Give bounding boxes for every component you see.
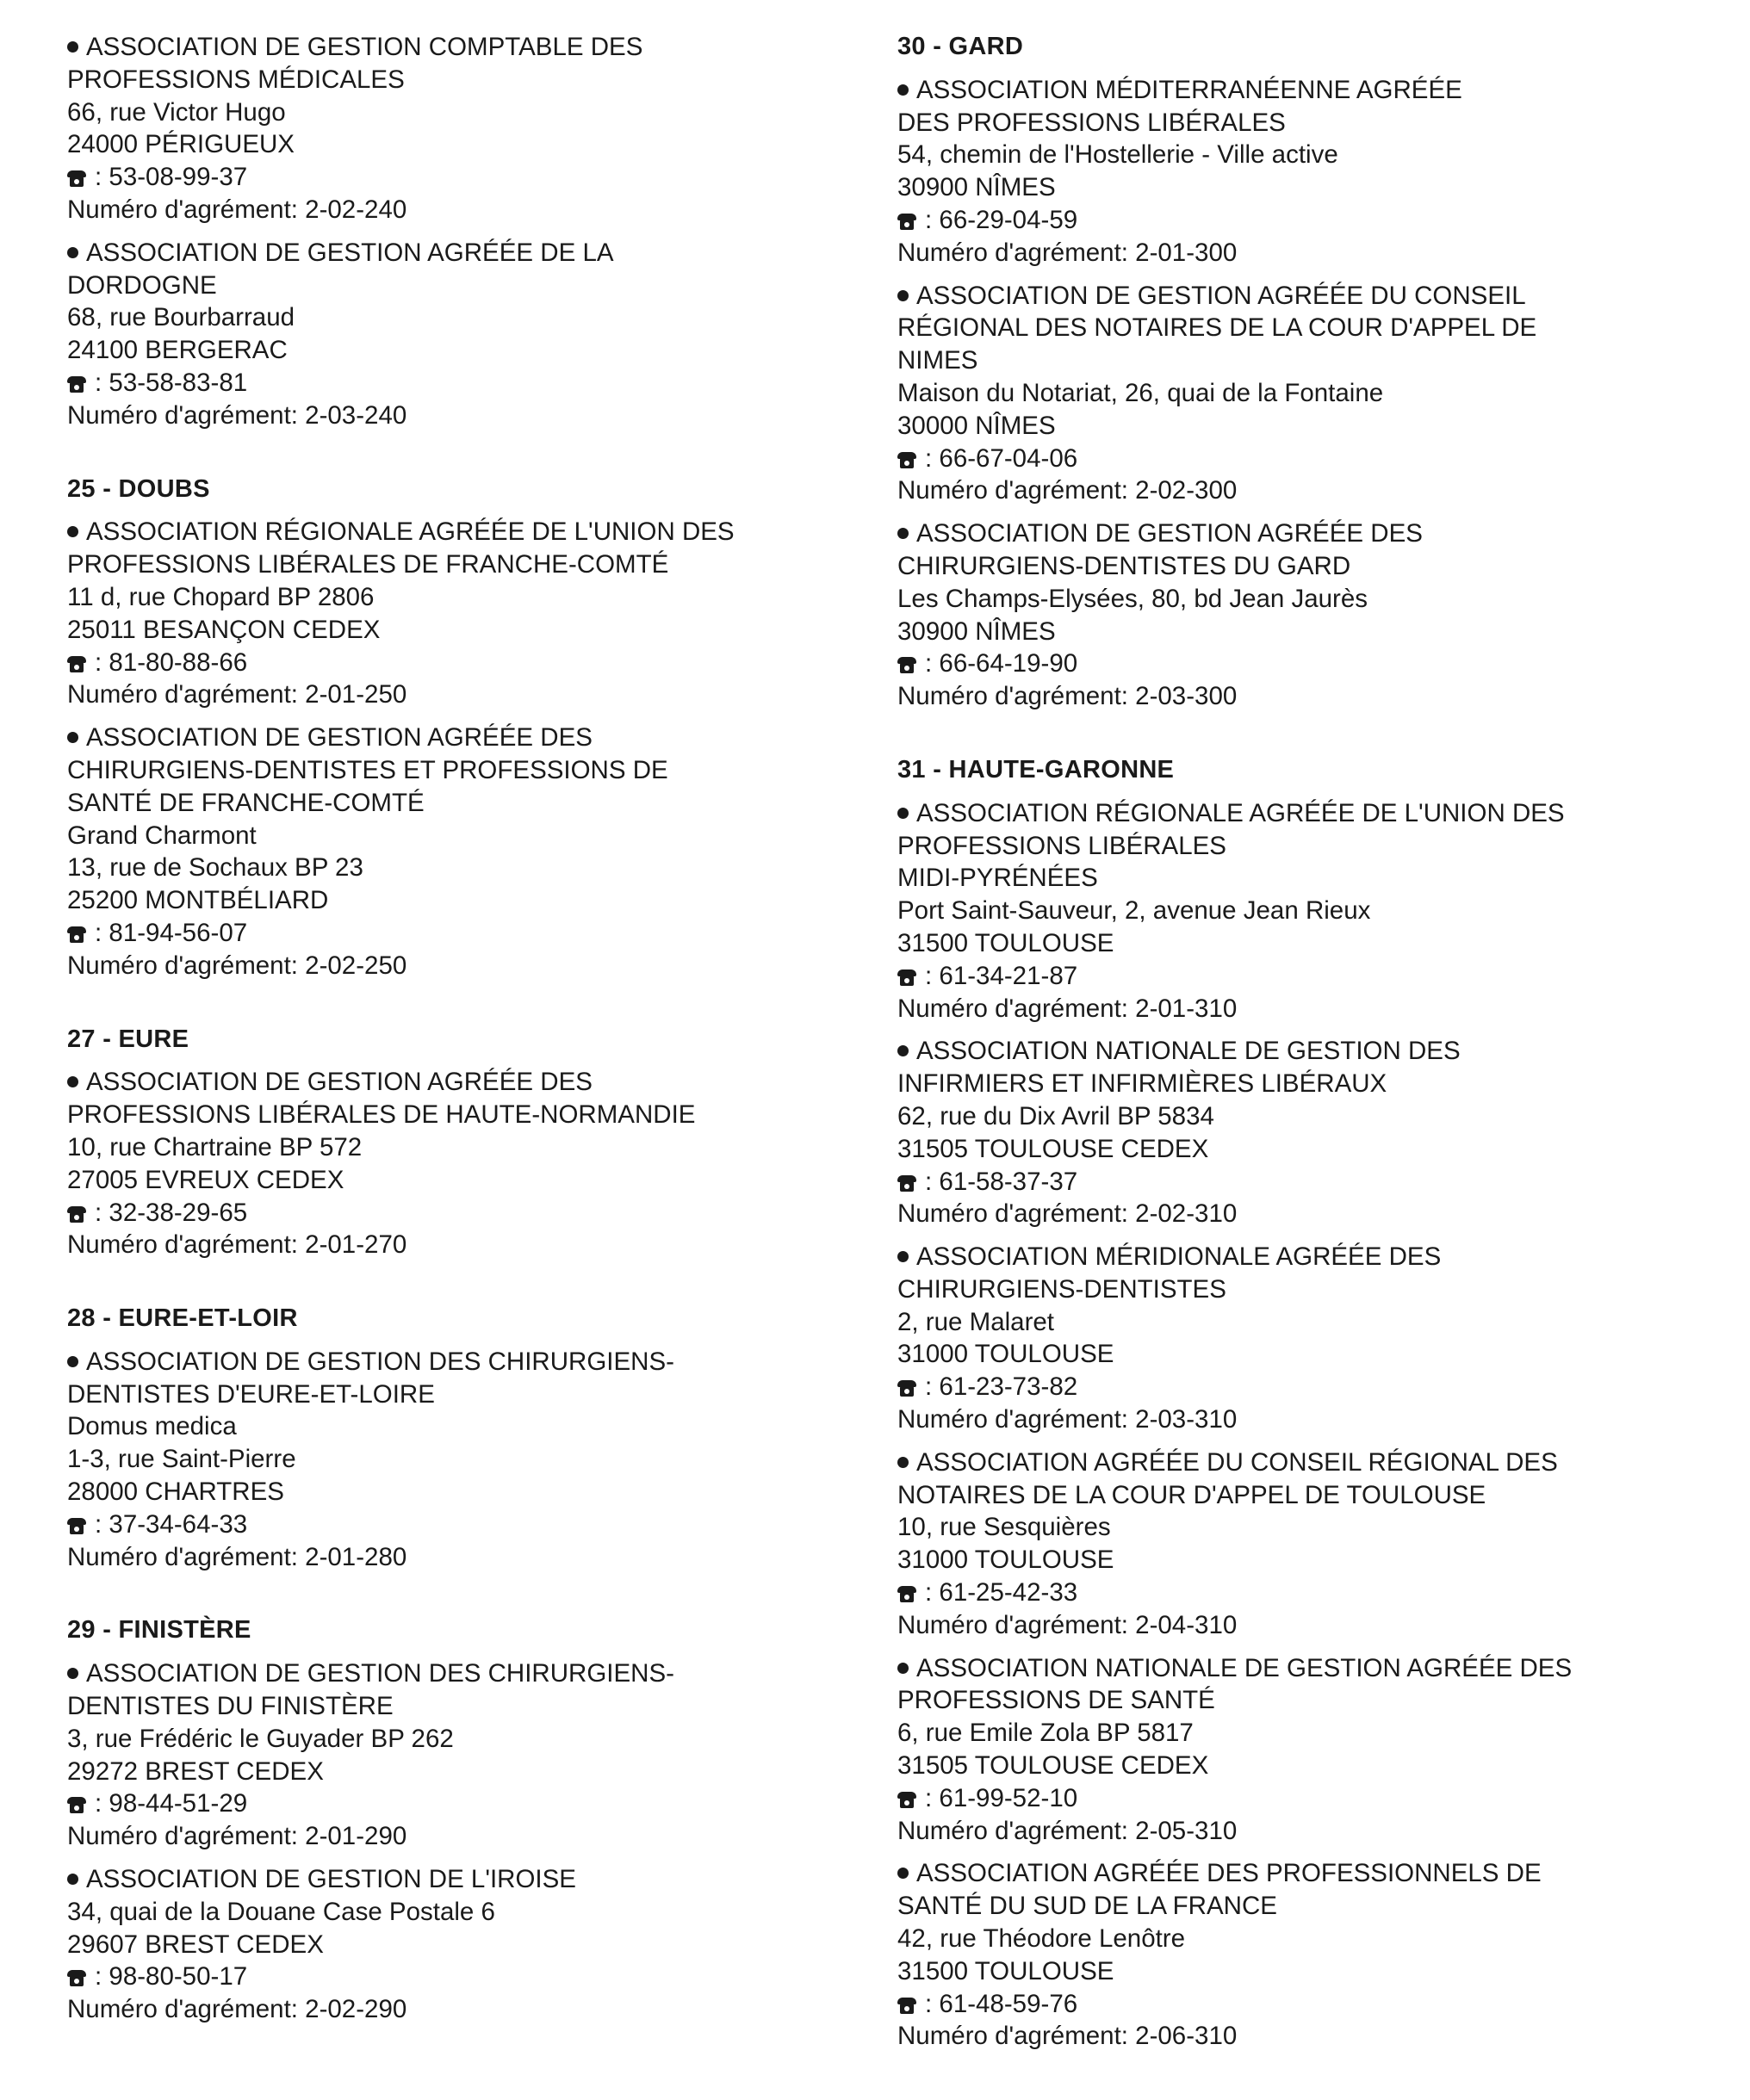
association-name-line: [897, 1684, 1707, 1717]
bullet-icon: [897, 84, 909, 96]
association-name-text: ASSOCIATION AGRÉÉE DES PROFESSIONNELS DE: [916, 1859, 1542, 1888]
telephone-icon: [897, 657, 916, 673]
association-name-line: [67, 1346, 859, 1378]
phone-number: 61-23-73-82: [939, 1372, 1078, 1402]
phone-line: [67, 917, 859, 950]
address-line: Les Champs-Elysées, 80, bd Jean Jaurès: [897, 584, 1368, 613]
agrement-number: Numéro d'agrément: 2-01-310: [897, 994, 1238, 1023]
association-name-line: [897, 1068, 1707, 1100]
telephone-dial: [74, 935, 79, 940]
association-name-text: DORDOGNE: [67, 270, 217, 300]
left-column: [67, 31, 859, 2026]
department-section: [897, 31, 1707, 713]
phone-line: [67, 647, 859, 679]
phone-number: 66-67-04-06: [939, 443, 1078, 473]
agrement-number: Numéro d'agrément: 2-03-300: [897, 682, 1238, 711]
telephone-dial: [904, 2006, 909, 2011]
phone-line: [67, 1787, 859, 1820]
phone-line: [897, 1988, 1707, 2021]
association-entry: [67, 516, 859, 711]
association-entry: [67, 1066, 859, 1261]
right-column: [897, 31, 1707, 2053]
association-name-line: [897, 1890, 1707, 1923]
association-name-text: SANTÉ DU SUD DE LA FRANCE: [897, 1892, 1277, 1921]
phone-separator: :: [95, 1509, 109, 1539]
address-line: 31505 TOULOUSE CEDEX: [897, 1751, 1209, 1781]
bullet-icon: [897, 1868, 909, 1879]
phone-separator: :: [925, 1167, 940, 1196]
association-name-text: MIDI-PYRÉNÉES: [897, 864, 1098, 893]
address-line: 31000 TOULOUSE: [897, 1546, 1114, 1575]
telephone-icon: [67, 170, 86, 187]
phone-number: 61-48-59-76: [939, 1989, 1078, 2018]
phone-separator: :: [925, 1783, 940, 1812]
address-line: 62, rue du Dix Avril BP 5834: [897, 1101, 1214, 1131]
phone-line: [67, 1197, 859, 1230]
telephone-dial: [74, 1527, 79, 1532]
association-name-text: ASSOCIATION DE GESTION AGRÉÉE DU CONSEIL: [916, 281, 1526, 310]
association-name-line: [67, 1378, 859, 1411]
bullet-icon: [897, 1045, 909, 1056]
telephone-icon: [897, 969, 916, 986]
association-name-text: ASSOCIATION DE GESTION AGRÉÉE DES: [86, 1068, 593, 1097]
address-line: 68, rue Bourbarraud: [67, 303, 295, 332]
association-name-line: [897, 107, 1707, 139]
phone-separator: :: [95, 1962, 109, 1992]
address-line: 27005 EVREUX CEDEX: [67, 1165, 344, 1194]
telephone-icon: [897, 452, 916, 468]
phone-number: 32-38-29-65: [109, 1198, 248, 1227]
address-line: 24000 PÉRIGUEUX: [67, 130, 295, 159]
association-name-line: [67, 787, 859, 820]
department-heading: 29 - FINISTÈRE: [67, 1616, 251, 1645]
address-line: 25200 MONTBÉLIARD: [67, 886, 329, 915]
association-name-line: [67, 722, 859, 754]
phone-number: 66-29-04-59: [939, 205, 1078, 234]
phone-separator: :: [95, 1198, 109, 1227]
association-entry: [897, 797, 1707, 1025]
phone-number: 66-64-19-90: [939, 649, 1078, 678]
bullet-icon: [897, 1251, 909, 1262]
bullet-icon: [67, 526, 78, 537]
telephone-dial: [904, 1800, 909, 1806]
association-entry: [897, 1652, 1707, 1848]
bullet-icon: [67, 1076, 78, 1087]
phone-separator: :: [95, 647, 109, 677]
phone-number: 37-34-64-33: [109, 1509, 248, 1539]
telephone-dial: [904, 222, 909, 227]
address-line: 10, rue Chartraine BP 572: [67, 1132, 363, 1162]
association-entry: [897, 280, 1707, 508]
bullet-icon: [897, 1457, 909, 1468]
address-line: 30900 NÎMES: [897, 173, 1056, 202]
telephone-dial: [904, 461, 909, 466]
address-line: 31500 TOULOUSE: [897, 1956, 1114, 1985]
address-line: 24100 BERGERAC: [67, 336, 288, 365]
agrement-number: Numéro d'agrément: 2-02-250: [67, 951, 407, 980]
association-entry: [67, 237, 859, 432]
address-line: 30900 NÎMES: [897, 616, 1056, 646]
address-line: Port Saint-Sauveur, 2, avenue Jean Rieux: [897, 896, 1371, 926]
association-name-line: [897, 1241, 1707, 1273]
phone-separator: :: [925, 649, 940, 678]
phone-number: 61-99-52-10: [939, 1783, 1078, 1812]
association-entry: [67, 1346, 859, 1574]
association-name-line: [67, 1863, 859, 1896]
phone-line: [897, 1371, 1707, 1403]
bullet-icon: [67, 41, 78, 53]
association-name-text: PROFESSIONS LIBÉRALES DE HAUTE-NORMANDIE: [67, 1100, 696, 1130]
association-name-line: [897, 74, 1707, 107]
department-heading: 25 - DOUBS: [67, 474, 210, 503]
phone-number: 98-80-50-17: [109, 1962, 248, 1992]
telephone-icon: [897, 1792, 916, 1808]
association-name-line: [67, 1690, 859, 1723]
department-section: [67, 1303, 859, 1573]
phone-line: [897, 647, 1707, 680]
phone-line: [897, 443, 1707, 475]
address-line: 42, rue Théodore Lenôtre: [897, 1924, 1186, 1954]
association-name-line: [67, 1657, 859, 1690]
agrement-number: Numéro d'agrément: 2-01-270: [67, 1230, 407, 1260]
phone-separator: :: [925, 961, 940, 990]
phone-number: 81-80-88-66: [109, 647, 248, 677]
association-name-line: [67, 237, 859, 269]
association-entry: [67, 722, 859, 982]
association-name-text: ASSOCIATION MÉRIDIONALE AGRÉÉE DES: [916, 1242, 1442, 1272]
association-name-line: [67, 1066, 859, 1099]
telephone-icon: [897, 1380, 916, 1397]
association-name-line: [897, 797, 1707, 830]
association-name-line: [897, 280, 1707, 313]
phone-number: 81-94-56-07: [109, 918, 248, 947]
department-section: [67, 1614, 859, 2026]
association-entry: [897, 1446, 1707, 1642]
telephone-icon: [67, 376, 86, 393]
phone-line: [67, 161, 859, 194]
telephone-dial: [74, 665, 79, 670]
phone-number: 53-08-99-37: [109, 163, 248, 192]
association-name-text: ASSOCIATION NATIONALE DE GESTION DES: [916, 1037, 1461, 1066]
telephone-dial: [74, 385, 79, 390]
phone-separator: :: [95, 1789, 109, 1818]
association-name-line: [897, 312, 1707, 344]
association-name-text: ASSOCIATION AGRÉÉE DU CONSEIL RÉGIONAL DES: [916, 1447, 1558, 1477]
association-name-text: ASSOCIATION DE GESTION DE L'IROISE: [86, 1865, 576, 1894]
address-line: 54, chemin de l'Hostellerie - Ville active: [897, 140, 1338, 170]
association-name-line: [897, 550, 1707, 583]
address-line: 29272 BREST CEDEX: [67, 1756, 324, 1786]
telephone-dial: [904, 978, 909, 983]
association-name-text: ASSOCIATION DE GESTION AGRÉÉE DES: [86, 723, 593, 753]
association-name-line: [897, 1446, 1707, 1479]
address-line: 34, quai de la Douane Case Postale 6: [67, 1897, 495, 1926]
association-entry: [67, 1863, 859, 2026]
association-name-text: CHIRURGIENS-DENTISTES: [897, 1274, 1226, 1304]
telephone-dial: [904, 1184, 909, 1189]
telephone-icon: [67, 926, 86, 943]
association-name-text: PROFESSIONS DE SANTÉ: [897, 1686, 1215, 1715]
phone-line: [67, 1961, 859, 1993]
address-line: 31000 TOULOUSE: [897, 1340, 1114, 1369]
address-line: 10, rue Sesquières: [897, 1513, 1111, 1542]
association-name-text: SANTÉ DE FRANCHE-COMTÉ: [67, 788, 425, 817]
association-name-text: ASSOCIATION DE GESTION DES CHIRURGIENS-: [86, 1347, 674, 1376]
agrement-number: Numéro d'agrément: 2-01-290: [67, 1822, 407, 1851]
phone-line: [67, 1508, 859, 1541]
phone-line: [897, 960, 1707, 993]
association-name-text: ASSOCIATION MÉDITERRANÉENNE AGRÉÉE: [916, 75, 1462, 104]
address-line: 2, rue Malaret: [897, 1307, 1054, 1336]
agrement-number: Numéro d'agrément: 2-01-250: [67, 680, 407, 709]
association-entry: [897, 1035, 1707, 1230]
agrement-number: Numéro d'agrément: 2-03-240: [67, 400, 407, 430]
address-line: 13, rue de Sochaux BP 23: [67, 853, 363, 883]
association-name-text: PROFESSIONS LIBÉRALES DE FRANCHE-COMTÉ: [67, 550, 669, 579]
association-name-line: [67, 64, 859, 96]
phone-separator: :: [925, 205, 940, 234]
association-name-text: PROFESSIONS LIBÉRALES: [897, 831, 1226, 860]
bullet-icon: [67, 1356, 78, 1367]
address-line: 11 d, rue Chopard BP 2806: [67, 582, 375, 611]
association-name-text: RÉGIONAL DES NOTAIRES DE LA COUR D'APPEL DE: [897, 313, 1537, 343]
agrement-number: Numéro d'agrément: 2-02-300: [897, 476, 1238, 505]
association-entry: [67, 1657, 859, 1853]
telephone-icon: [67, 1206, 86, 1223]
association-entry: [897, 74, 1707, 269]
agrement-number: Numéro d'agrément: 2-05-310: [897, 1816, 1238, 1845]
phone-number: 61-58-37-37: [939, 1167, 1078, 1196]
address-line: 6, rue Emile Zola BP 5817: [897, 1719, 1194, 1748]
phone-number: 98-44-51-29: [109, 1789, 248, 1818]
association-name-line: [897, 1479, 1707, 1512]
association-entry: [897, 1241, 1707, 1436]
telephone-icon: [67, 1518, 86, 1534]
association-name-line: [897, 830, 1707, 863]
association-name-text: PROFESSIONS MÉDICALES: [67, 65, 405, 94]
agrement-number: Numéro d'agrément: 2-02-240: [67, 195, 407, 224]
telephone-icon: [897, 1998, 916, 2014]
telephone-icon: [897, 1586, 916, 1602]
association-name-text: ASSOCIATION DE GESTION DES CHIRURGIENS-: [86, 1659, 674, 1688]
telephone-icon: [897, 214, 916, 230]
phone-line: [897, 1782, 1707, 1815]
agrement-number: Numéro d'agrément: 2-06-310: [897, 2022, 1238, 2051]
phone-line: [897, 204, 1707, 237]
department-heading: 28 - EURE-ET-LOIR: [67, 1304, 298, 1333]
association-name-line: [897, 862, 1707, 895]
phone-number: 53-58-83-81: [109, 368, 248, 397]
association-name-line: [67, 548, 859, 581]
association-name-text: DENTISTES D'EURE-ET-LOIRE: [67, 1379, 435, 1409]
phone-separator: :: [95, 918, 109, 947]
association-name-text: ASSOCIATION NATIONALE DE GESTION AGRÉÉE DES: [916, 1653, 1573, 1682]
telephone-icon: [67, 1797, 86, 1813]
phone-separator: :: [925, 1372, 940, 1402]
address-line: 29607 BREST CEDEX: [67, 1930, 324, 1959]
association-name-line: [897, 1035, 1707, 1068]
telephone-icon: [67, 1970, 86, 1986]
bullet-icon: [67, 1668, 78, 1679]
bullet-icon: [897, 290, 909, 301]
agrement-number: Numéro d'agrément: 2-04-310: [897, 1610, 1238, 1639]
association-name-text: ASSOCIATION RÉGIONALE AGRÉÉE DE L'UNION DES: [916, 798, 1565, 827]
association-name-text: CHIRURGIENS-DENTISTES ET PROFESSIONS DE: [67, 755, 668, 784]
telephone-icon: [897, 1175, 916, 1192]
address-line: 30000 NÎMES: [897, 411, 1056, 440]
association-entry: [897, 1857, 1707, 2053]
bullet-icon: [897, 808, 909, 819]
association-name-line: [897, 1857, 1707, 1890]
phone-line: [897, 1166, 1707, 1199]
address-line: Maison du Notariat, 26, quai de la Fontaine: [897, 378, 1384, 407]
address-line: Domus medica: [67, 1412, 237, 1441]
phone-separator: :: [95, 163, 109, 192]
department-heading: 30 - GARD: [897, 33, 1024, 60]
association-name-text: NOTAIRES DE LA COUR D'APPEL DE TOULOUSE: [897, 1480, 1486, 1509]
phone-separator: :: [925, 443, 940, 473]
bullet-icon: [67, 1874, 78, 1885]
address-line: 66, rue Victor Hugo: [67, 97, 286, 127]
address-line: 3, rue Frédéric le Guyader BP 262: [67, 1724, 454, 1753]
association-entry: [67, 31, 859, 226]
phone-number: 61-34-21-87: [939, 961, 1078, 990]
association-name-line: [897, 1652, 1707, 1685]
department-section: [67, 1024, 859, 1262]
association-name-line: [897, 344, 1707, 377]
agrement-number: Numéro d'agrément: 2-03-310: [897, 1405, 1238, 1434]
association-name-line: [67, 269, 859, 302]
address-line: 25011 BESANÇON CEDEX: [67, 615, 381, 644]
address-line: 28000 CHARTRES: [67, 1477, 284, 1507]
address-line: Grand Charmont: [67, 821, 257, 850]
phone-line: [897, 1577, 1707, 1609]
association-name-text: INFIRMIERS ET INFIRMIÈRES LIBÉRAUX: [897, 1069, 1387, 1099]
association-name-line: [67, 31, 859, 64]
department-section: [67, 31, 859, 432]
association-name-line: [897, 1273, 1707, 1306]
bullet-icon: [67, 732, 78, 743]
agrement-number: Numéro d'agrément: 2-01-280: [67, 1542, 407, 1571]
telephone-dial: [74, 1215, 79, 1220]
phone-separator: :: [925, 1578, 940, 1608]
department-heading: 31 - HAUTE-GARONNE: [897, 755, 1175, 784]
association-entry: [897, 517, 1707, 713]
agrement-number: Numéro d'agrément: 2-01-300: [897, 238, 1238, 267]
department-heading: 27 - EURE: [67, 1025, 189, 1053]
association-name-text: CHIRURGIENS-DENTISTES DU GARD: [897, 551, 1351, 580]
association-name-text: DES PROFESSIONS LIBÉRALES: [897, 108, 1286, 137]
department-section: [897, 754, 1707, 2053]
agrement-number: Numéro d'agrément: 2-02-290: [67, 1995, 407, 2024]
association-name-line: [67, 516, 859, 548]
phone-separator: :: [925, 1989, 940, 2018]
association-name-text: ASSOCIATION DE GESTION COMPTABLE DES: [86, 33, 643, 61]
department-section: [67, 474, 859, 982]
association-name-text: ASSOCIATION DE GESTION AGRÉÉE DES: [916, 519, 1423, 548]
address-line: 31505 TOULOUSE CEDEX: [897, 1134, 1209, 1163]
association-name-text: NIMES: [897, 346, 978, 375]
association-name-line: [897, 517, 1707, 550]
phone-number: 61-25-42-33: [939, 1578, 1078, 1608]
address-line: 1-3, rue Saint-Pierre: [67, 1445, 296, 1474]
bullet-icon: [897, 1663, 909, 1674]
association-name-text: DENTISTES DU FINISTÈRE: [67, 1692, 394, 1721]
bullet-icon: [67, 247, 78, 258]
telephone-icon: [67, 656, 86, 672]
association-name-line: [67, 754, 859, 787]
association-name-line: [67, 1099, 859, 1131]
address-line: 31500 TOULOUSE: [897, 928, 1114, 957]
phone-separator: :: [95, 368, 109, 397]
association-name-text: ASSOCIATION DE GESTION AGRÉÉE DE LA: [86, 238, 614, 267]
association-name-text: ASSOCIATION RÉGIONALE AGRÉÉE DE L'UNION DES: [86, 517, 735, 547]
bullet-icon: [897, 528, 909, 539]
phone-line: [67, 367, 859, 400]
agrement-number: Numéro d'agrément: 2-02-310: [897, 1199, 1238, 1229]
